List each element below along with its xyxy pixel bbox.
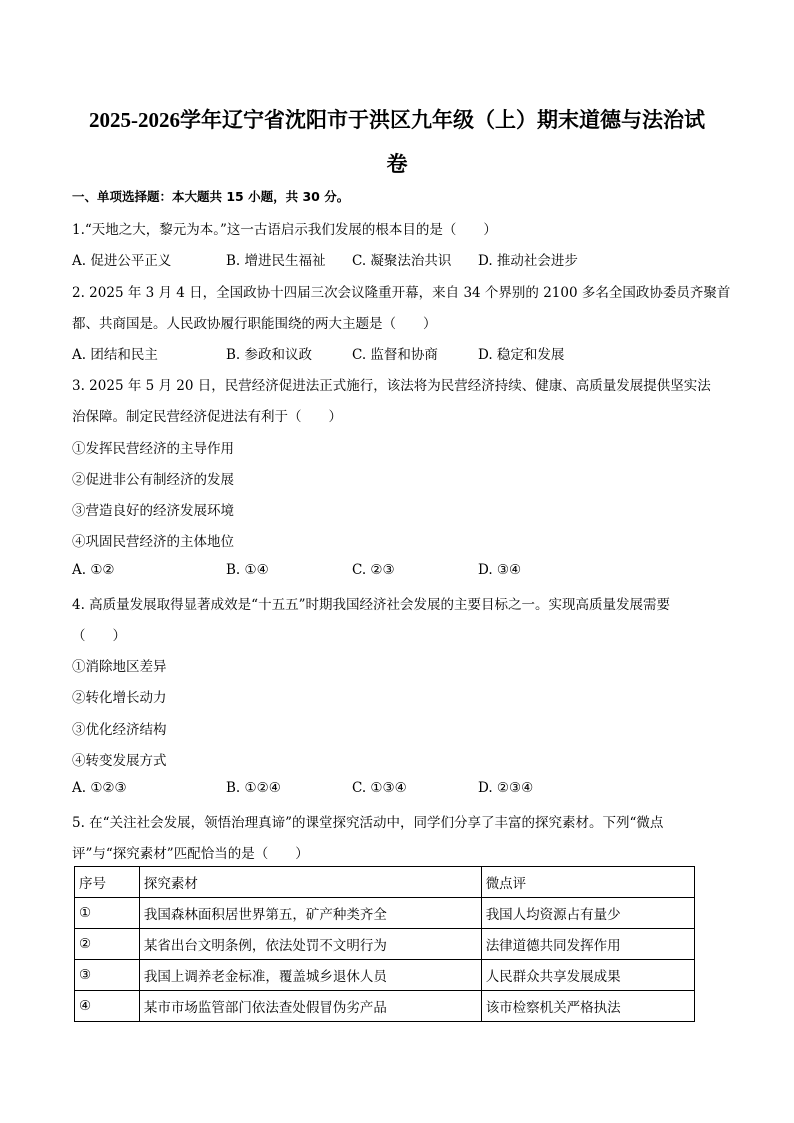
q3-statement-1: ①发挥民营经济的主导作用 [72,441,234,457]
table-cell: 我国人均资源占有量少 [481,898,694,929]
q4-option-c: C. ①③④ [352,780,407,796]
table-cell: 某省出台文明条例，依法处罚不文明行为 [139,929,481,960]
table-row [75,960,695,991]
table-cell: 该市检察机关严格执法 [481,991,694,1022]
question-1-text: 1.“天地之大，黎元为本。”这一古语启示我们发展的根本目的是（ ） [72,222,497,238]
q3-statement-4: ④巩固民营经济的主体地位 [72,534,234,550]
table-cell: ① [75,898,140,929]
q4-statement-2: ②转化增长动力 [72,690,167,706]
table-header-cell: 序号 [75,867,140,898]
question-2-line2: 都、共商国是。人民政协履行职能围绕的两大主题是（ ） [72,316,437,332]
question-3-line1: 3. 2025 年 5 月 20 日，民营经济促进法正式施行，该法将为民营经济持续、健康、高质量发展提供坚实法 [72,378,711,394]
table-cell: ② [75,929,140,960]
exam-title-line1: 2025-2026学年辽宁省沈阳市于洪区九年级（上）期末道德与法治试 [89,108,705,132]
question-5-line2: 评”与“探究素材”匹配恰当的是（ ） [72,846,309,862]
q3-statement-3: ③营造良好的经济发展环境 [72,503,234,519]
table-row [75,898,695,929]
q3-option-b: B. ①④ [226,562,269,578]
q3-option-c: C. ②③ [352,562,395,578]
table-header-cell: 探究素材 [139,867,481,898]
q1-option-b: B. 增进民生福祉 [226,253,326,269]
question-4-line1: 4. 高质量发展取得显著成效是“十五五”时期我国经济社会发展的主要目标之一。实现高质量发展需要 [72,597,670,613]
q1-option-c: C. 凝聚法治共识 [352,253,452,269]
q3-option-d: D. ③④ [478,562,522,578]
q2-option-b: B. 参政和议政 [226,347,313,363]
table-cell: 我国上调养老金标准，覆盖城乡退休人员 [139,960,481,991]
q1-option-a: A. 促进公平正义 [72,253,172,269]
table-cell: 我国森林面积居世界第五，矿产种类齐全 [139,898,481,929]
table-row [75,991,695,1022]
q2-option-d: D. 稳定和发展 [478,347,565,363]
question-5-line1: 5. 在“关注社会发展，领悟治理真谛”的课堂探究活动中，同学们分享了丰富的探究素材。下列“微点 [72,815,664,831]
q4-option-d: D. ②③④ [478,780,534,796]
table-cell: ③ [75,960,140,991]
q1-option-d: D. 推动社会进步 [478,253,578,269]
q3-option-a: A. ①② [72,562,115,578]
question-4-line2: （ ） [72,628,126,644]
table-cell: 法律道德共同发挥作用 [481,929,694,960]
q2-option-a: A. 团结和民主 [72,347,158,363]
q4-option-b: B. ①②④ [226,780,281,796]
table-header-row [75,867,695,898]
question-3-line2: 治保障。制定民营经济促进法有利于（ ） [72,409,342,425]
q4-statement-4: ④转变发展方式 [72,753,167,769]
q3-statement-2: ②促进非公有制经济的发展 [72,472,234,488]
table-header-cell: 微点评 [481,867,694,898]
question-2-line1: 2. 2025 年 3 月 4 日，全国政协十四届三次会议隆重开幕，来自 34 个界别的 2100 多名全国政协委员齐聚首 [72,285,731,301]
table-cell: 某市市场监管部门依法查处假冒伪劣产品 [139,991,481,1022]
table-cell: 人民群众共享发展成果 [481,960,694,991]
q2-option-c: C. 监督和协商 [352,347,438,363]
exam-title-line2: 卷 [386,152,408,176]
q4-statement-3: ③优化经济结构 [72,722,167,738]
table-cell: ④ [75,991,140,1022]
q4-statement-1: ①消除地区差异 [72,659,167,675]
table-row [75,929,695,960]
section-heading: 一、单项选择题：本大题共 15 小题，共 30 分。 [72,189,350,204]
question-5-table [74,866,695,1022]
q4-option-a: A. ①②③ [72,780,127,796]
